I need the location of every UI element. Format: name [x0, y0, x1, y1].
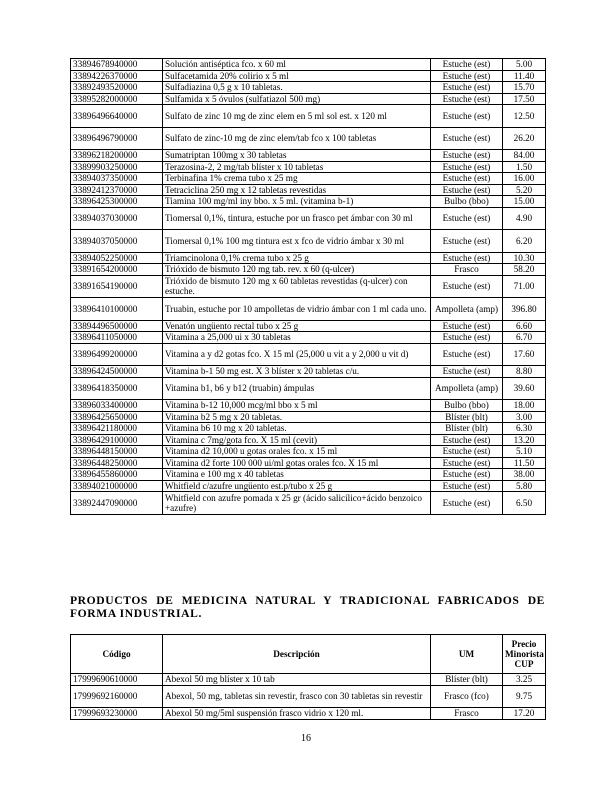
um-cell: Estuche (est)	[431, 332, 503, 344]
table-row	[71, 184, 546, 196]
description-cell: Sumatriptan 100mg x 30 tabletas	[163, 150, 431, 162]
price-cell: 4.90	[503, 207, 546, 230]
code-cell: 33891654200000	[71, 264, 163, 276]
um-cell: Estuche (est)	[431, 70, 503, 82]
code-cell: 33894496500000	[71, 320, 163, 332]
description-cell: Vitamina d2 forte 100 000 ui/ml gotas orales fco. X 15 ml	[163, 457, 431, 469]
price-cell: 6.30	[503, 423, 546, 435]
um-cell: Bulbo (bbo)	[431, 196, 503, 208]
header-um: UM	[431, 635, 503, 674]
um-cell: Estuche (est)	[431, 275, 503, 298]
code-cell: 33894226370000	[71, 70, 163, 82]
price-cell: 5.20	[503, 184, 546, 196]
table-row	[71, 366, 546, 378]
price-cell: 16.00	[503, 173, 546, 185]
code-cell: 33891654190000	[71, 275, 163, 298]
um-cell: Estuche (est)	[431, 469, 503, 481]
um-cell: Frasco	[431, 264, 503, 276]
price-cell: 11.50	[503, 457, 546, 469]
description-cell: Whitfield c/azufre ungüento est.p/tubo x 25 g	[163, 480, 431, 492]
description-cell: Terbinafina 1% crema tubo x 25 mg	[163, 173, 431, 185]
um-cell: Ampolleta (amp)	[431, 377, 503, 400]
description-cell: Sulfadiazina 0,5 g x 10 tabletas.	[163, 82, 431, 94]
description-cell: Tiomersal 0,1%, tintura, estuche por un frasco pet ámbar con 30 ml	[163, 207, 431, 230]
table-row	[71, 469, 546, 481]
code-cell: 33895282000000	[71, 93, 163, 105]
um-cell: Estuche (est)	[431, 173, 503, 185]
um-cell: Frasco	[431, 708, 503, 720]
description-cell: Vitamina b-1 50 mg est. X 3 blíster x 20 tabletas c/u.	[163, 366, 431, 378]
description-cell: Vitamina b6 10 mg x 20 tabletas.	[163, 423, 431, 435]
code-cell: 33896496790000	[71, 127, 163, 150]
price-cell: 18.00	[503, 400, 546, 412]
code-cell: 33892447090000	[71, 492, 163, 515]
price-cell: 9.75	[503, 685, 546, 708]
um-cell: Frasco (fco)	[431, 685, 503, 708]
table-row	[71, 207, 546, 230]
price-cell: 1.50	[503, 161, 546, 173]
page-number: 16	[301, 733, 311, 744]
table-row	[71, 127, 546, 150]
table-row	[71, 275, 546, 298]
um-cell: Estuche (est)	[431, 252, 503, 264]
um-cell: Estuche (est)	[431, 480, 503, 492]
code-cell: 33896455860000	[71, 469, 163, 481]
table-row	[71, 332, 546, 344]
price-cell: 17.50	[503, 93, 546, 105]
code-cell: 33896499200000	[71, 343, 163, 366]
um-cell: Estuche (est)	[431, 82, 503, 94]
code-cell: 33896033400000	[71, 400, 163, 412]
description-cell: Tiomersal 0,1% 100 mg tintura est x fco de vidrio ámbar x 30 ml	[163, 230, 431, 253]
table-row	[71, 105, 546, 128]
price-cell: 10.30	[503, 252, 546, 264]
um-cell: Blíster (blt)	[431, 674, 503, 686]
code-cell: 33896429100000	[71, 434, 163, 446]
um-cell: Estuche (est)	[431, 366, 503, 378]
table-row	[71, 93, 546, 105]
price-table-body	[71, 59, 546, 515]
um-cell: Estuche (est)	[431, 457, 503, 469]
price-cell: 3.00	[503, 411, 546, 423]
code-cell: 33894037050000	[71, 230, 163, 253]
table-row	[71, 82, 546, 94]
um-cell: Estuche (est)	[431, 184, 503, 196]
table-row	[71, 252, 546, 264]
description-cell: Vitamina a y d2 gotas fco. X 15 ml (25,000 u vit a y 2,000 u vit d)	[163, 343, 431, 366]
code-cell: 33896496640000	[71, 105, 163, 128]
description-cell: Sulfamida x 5 óvulos (sulfatiazol 500 mg)	[163, 93, 431, 105]
description-cell: Truabin, estuche por 10 ampolletas de vidrio ámbar con 1 ml cada uno.	[163, 298, 431, 321]
description-cell: Vitamina b-12 10,000 mcg/ml bbo x 5 ml	[163, 400, 431, 412]
um-cell: Estuche (est)	[431, 127, 503, 150]
table-row	[71, 685, 546, 708]
table-row	[71, 674, 546, 686]
code-cell: 33892412370000	[71, 184, 163, 196]
price-cell: 12.50	[503, 105, 546, 128]
price-cell: 396.80	[503, 298, 546, 321]
table-row	[71, 446, 546, 458]
description-cell: Venatón ungüento rectal tubo x 25 g	[163, 320, 431, 332]
um-cell: Estuche (est)	[431, 230, 503, 253]
table-row	[71, 377, 546, 400]
description-cell: Vitamina d2 10,000 u gotas orales fco. x 15 ml	[163, 446, 431, 458]
price-table	[70, 58, 546, 515]
description-cell: Abexol 50 mg/5ml suspensión frasco vidrio x 120 ml.	[163, 708, 431, 720]
price-cell: 15.70	[503, 82, 546, 94]
price-cell: 5.80	[503, 480, 546, 492]
section-heading: PRODUCTOS DE MEDICINA NATURAL Y TRADICIONAL FABRICADOS DE FORMA INDUSTRIAL.	[70, 594, 545, 620]
price-cell: 5.10	[503, 446, 546, 458]
natural-medicine-table	[70, 634, 546, 720]
code-cell: 17999690610000	[71, 674, 163, 686]
code-cell: 33896425300000	[71, 196, 163, 208]
code-cell: 33894052250000	[71, 252, 163, 264]
table-header-row	[71, 635, 546, 674]
table-row	[71, 492, 546, 515]
code-cell: 33894037350000	[71, 173, 163, 185]
um-cell: Estuche (est)	[431, 207, 503, 230]
code-cell: 33894678940000	[71, 59, 163, 71]
um-cell: Estuche (est)	[431, 343, 503, 366]
code-cell: 33896448150000	[71, 446, 163, 458]
um-cell: Estuche (est)	[431, 161, 503, 173]
code-cell: 33896425650000	[71, 411, 163, 423]
table-row	[71, 173, 546, 185]
description-cell: Vitamina b2 5 mg x 20 tabletas.	[163, 411, 431, 423]
description-cell: Abexol, 50 mg, tabletas sin revestir, frasco con 30 tabletas sin revestir	[163, 685, 431, 708]
price-cell: 8.80	[503, 366, 546, 378]
code-cell: 33892493520000	[71, 82, 163, 94]
description-cell: Solución antiséptica fco. x 60 ml	[163, 59, 431, 71]
header-description: Descripción	[163, 635, 431, 674]
price-cell: 17.20	[503, 708, 546, 720]
description-cell: Abexol 50 mg blíster x 10 tab	[163, 674, 431, 686]
price-cell: 71.00	[503, 275, 546, 298]
um-cell: Estuche (est)	[431, 320, 503, 332]
price-cell: 39.60	[503, 377, 546, 400]
um-cell: Estuche (est)	[431, 93, 503, 105]
description-cell: Trióxido de bismuto 120 mg tab. rev. x 60 (q-ulcer)	[163, 264, 431, 276]
code-cell: 33894021000000	[71, 480, 163, 492]
table-row	[71, 708, 546, 720]
table-row	[71, 70, 546, 82]
price-cell: 3.25	[503, 674, 546, 686]
description-cell: Tiamina 100 mg/ml iny bbo. x 5 ml. (vitamina b-1)	[163, 196, 431, 208]
um-cell: Estuche (est)	[431, 59, 503, 71]
um-cell: Blíster (blt)	[431, 423, 503, 435]
description-cell: Triamcinolona 0,1% crema tubo x 25 g	[163, 252, 431, 264]
um-cell: Estuche (est)	[431, 446, 503, 458]
table-row	[71, 457, 546, 469]
price-cell: 17.60	[503, 343, 546, 366]
price-cell: 15.00	[503, 196, 546, 208]
table-row	[71, 230, 546, 253]
table-row	[71, 59, 546, 71]
description-cell: Sulfato de zinc 10 mg de zinc elem en 5 ml sol est. x 120 ml	[163, 105, 431, 128]
table-row	[71, 400, 546, 412]
table-row	[71, 480, 546, 492]
description-cell: Sulfato de zinc-10 mg de zinc elem/tab fco x 100 tabletas	[163, 127, 431, 150]
code-cell: 33896424500000	[71, 366, 163, 378]
price-cell: 6.60	[503, 320, 546, 332]
code-cell: 17999693230000	[71, 708, 163, 720]
um-cell: Estuche (est)	[431, 434, 503, 446]
price-cell: 26.20	[503, 127, 546, 150]
code-cell: 33896410100000	[71, 298, 163, 321]
table-row	[71, 150, 546, 162]
code-cell: 33896218200000	[71, 150, 163, 162]
table-row	[71, 343, 546, 366]
price-cell: 58.20	[503, 264, 546, 276]
natural-medicine-table-body	[71, 674, 546, 720]
price-cell: 13.20	[503, 434, 546, 446]
um-cell: Estuche (est)	[431, 150, 503, 162]
um-cell: Bulbo (bbo)	[431, 400, 503, 412]
price-cell: 11.40	[503, 70, 546, 82]
table-row	[71, 298, 546, 321]
code-cell: 33899903250000	[71, 161, 163, 173]
code-cell: 33894037030000	[71, 207, 163, 230]
code-cell: 33896418350000	[71, 377, 163, 400]
price-cell: 6.70	[503, 332, 546, 344]
table-row	[71, 423, 546, 435]
um-cell: Ampolleta (amp)	[431, 298, 503, 321]
um-cell: Estuche (est)	[431, 105, 503, 128]
um-cell: Estuche (est)	[431, 492, 503, 515]
description-cell: Vitamina b1, b6 y b12 (truabin) ámpulas	[163, 377, 431, 400]
code-cell: 33896448250000	[71, 457, 163, 469]
table-row	[71, 161, 546, 173]
description-cell: Tetraciclina 250 mg x 12 tabletas revestidas	[163, 184, 431, 196]
price-cell: 5.00	[503, 59, 546, 71]
um-cell: Blíster (blt)	[431, 411, 503, 423]
description-cell: Vitamina e 100 mg x 40 tabletas	[163, 469, 431, 481]
price-cell: 84.00	[503, 150, 546, 162]
price-cell: 38.00	[503, 469, 546, 481]
table-row	[71, 434, 546, 446]
description-cell: Sulfacetamida 20% colirio x 5 ml	[163, 70, 431, 82]
description-cell: Vitamina c 7mg/gota fco. X 15 ml (cevit)	[163, 434, 431, 446]
price-cell: 6.20	[503, 230, 546, 253]
table-row	[71, 320, 546, 332]
header-price: Precio Minorista CUP	[503, 635, 546, 674]
code-cell: 17999692160000	[71, 685, 163, 708]
code-cell: 33896411050000	[71, 332, 163, 344]
description-cell: Vitamina a 25,000 ui x 30 tabletas	[163, 332, 431, 344]
price-cell: 6.50	[503, 492, 546, 515]
description-cell: Whitfield con azufre pomada x 25 gr (ácido salicílico+ácido benzoico +azufre)	[163, 492, 431, 515]
description-cell: Trióxido de bismuto 120 mg x 60 tabletas revestidas (q-ulcer) con estuche.	[163, 275, 431, 298]
table-row	[71, 196, 546, 208]
table-row	[71, 411, 546, 423]
table-row	[71, 264, 546, 276]
code-cell: 33896421180000	[71, 423, 163, 435]
header-code: Código	[71, 635, 163, 674]
description-cell: Terazosina-2, 2 mg/tab blíster x 10 tabletas	[163, 161, 431, 173]
